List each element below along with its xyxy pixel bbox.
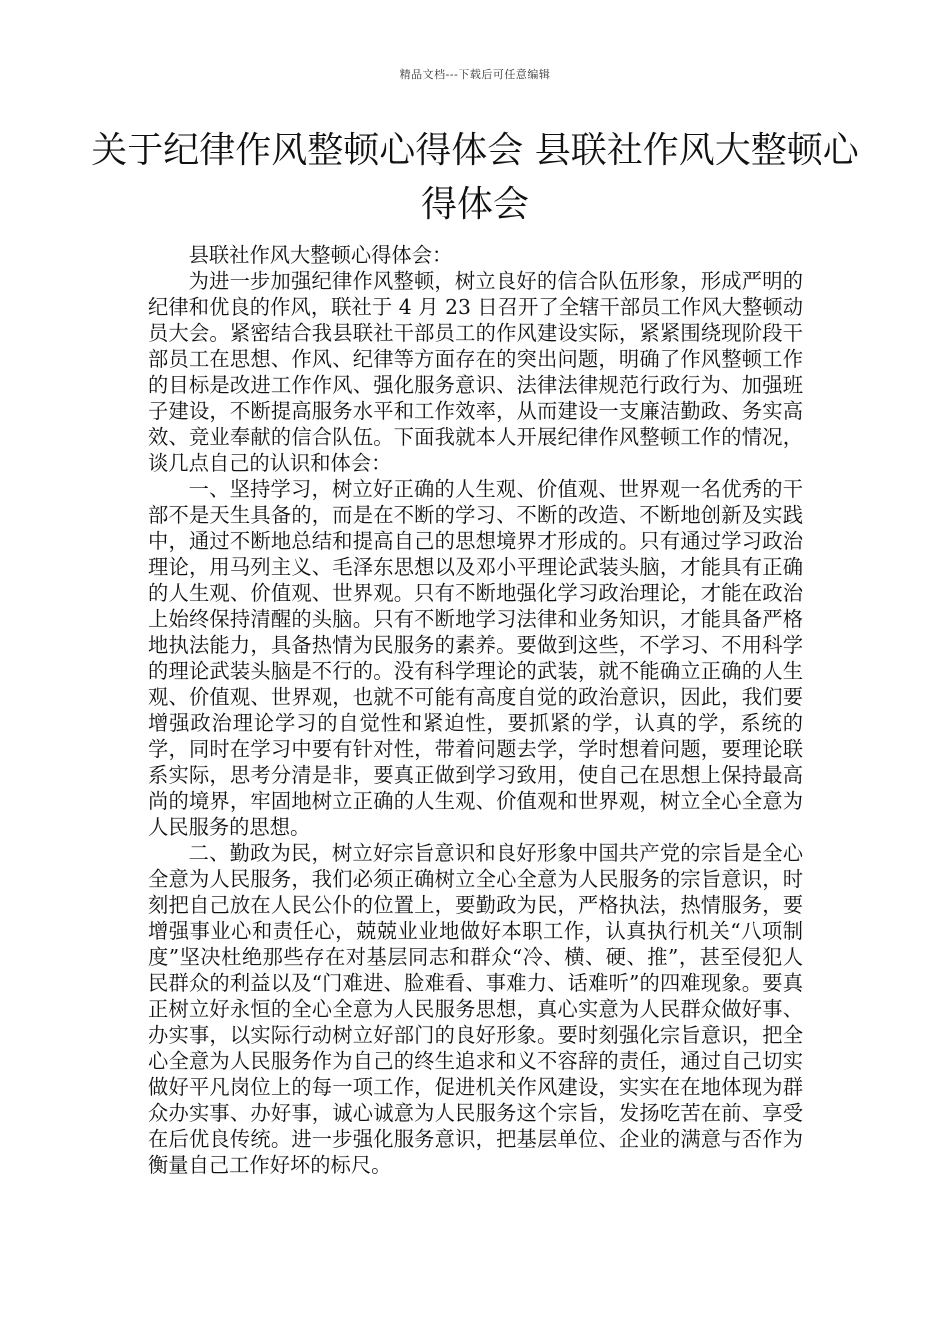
- paragraph-section-one: 一、坚持学习，树立好正确的人生观、价值观、世界观一名优秀的干部不是天生具备的，而是在不断的学习、不断的改造、不断地创新及实践中，通过不断地总结和提高自己的思想境界才形成的。只有通过学习政治理论，用马列主义、毛泽东思想以及邓小平理论武装头脑，才能具有正确的人生观、价值观、世界观。只有不断地强化学习政治理论，才能在政治上始终保持清醒的头脑。只有不断地学习法律和业务知识，才能具备严格地执法能力，具备热情为民服务的素养。要做到这些，不学习、不用科学的理论武装头脑是不行的。没有科学理论的武装，就不能确立正确的人生观、价值观、世界观，也就不可能有高度自觉的政治意识，因此，我们要增强政治理论学习的自觉性和紧迫性，要抓紧的学，认真的学，系统的学，同时在学习中要有针对性，带着问题去学，学时想着问题，要理论联系实际，思考分清是非，要真正做到学习致用，使自己在思想上保持最高尚的境界，牢固地树立正确的人生观、价值观和世界观，树立全心全意为人民服务的思想。: [148, 477, 803, 839]
- document-title: 关于纪律作风整顿心得体会 县联社作风大整顿心得体会: [91, 130, 859, 225]
- paragraph-greeting: 县联社作风大整顿心得体会：: [188, 243, 453, 267]
- document-body: [148, 242, 803, 1178]
- header-note: 精品文档---下载后可任意编辑: [399, 68, 551, 81]
- paragraph-intro: 为进一步加强纪律作风整顿，树立良好的信合队伍形象，形成严明的纪律和优良的作风，联社于 4 月 23 日召开了全辖干部员工作风大整顿动员大会。紧密结合我县联社干部员工的作风建设实际，紧紧围绕现阶段干部员工在思想、作风、纪律等方面存在的突出问题，明确了作风整顿工作的目标是改进工作作风、强化服务意识、法律法律规范行政行为、加强班子建设，不断提高服务水平和工作效率，从而建设一支廉洁勤政、务实高效、竞业奉献的信合队伍。下面我就本人开展纪律作风整顿工作的情况，谈几点自己的认识和体会：: [148, 269, 803, 475]
- paragraph-section-two: 二、勤政为民，树立好宗旨意识和良好形象中国共产党的宗旨是全心全意为人民服务，我们必须正确树立全心全意为人民服务的宗旨意识，时刻把自己放在人民公仆的位置上，要勤政为民，严格执法，热情服务，要增强事业心和责任心，兢兢业业地做好本职工作，认真执行机关“八项制度”坚决杜绝那些存在对基层同志和群众“冷、横、硬、推”，甚至侵犯人民群众的利益以及“门难进、脸难看、事难力、话难听”的四难现象。要真正树立好永恒的全心全意为人民服务思想，真心实意为人民群众做好事、办实事，以实际行动树立好部门的良好形象。要时刻强化宗旨意识，把全心全意为人民服务作为自己的终生追求和义不容辞的责任，通过自己切实做好平凡岗位上的每一项工作，促进机关作风建设，实实在在地体现为群众办实事、办好事，诚心诚意为人民服务这个宗旨，发扬吃苦在前、享受在后优良传统。进一步强化服务意识，把基层单位、企业的满意与否作为衡量自己工作好坏的标尺。: [148, 841, 803, 1177]
